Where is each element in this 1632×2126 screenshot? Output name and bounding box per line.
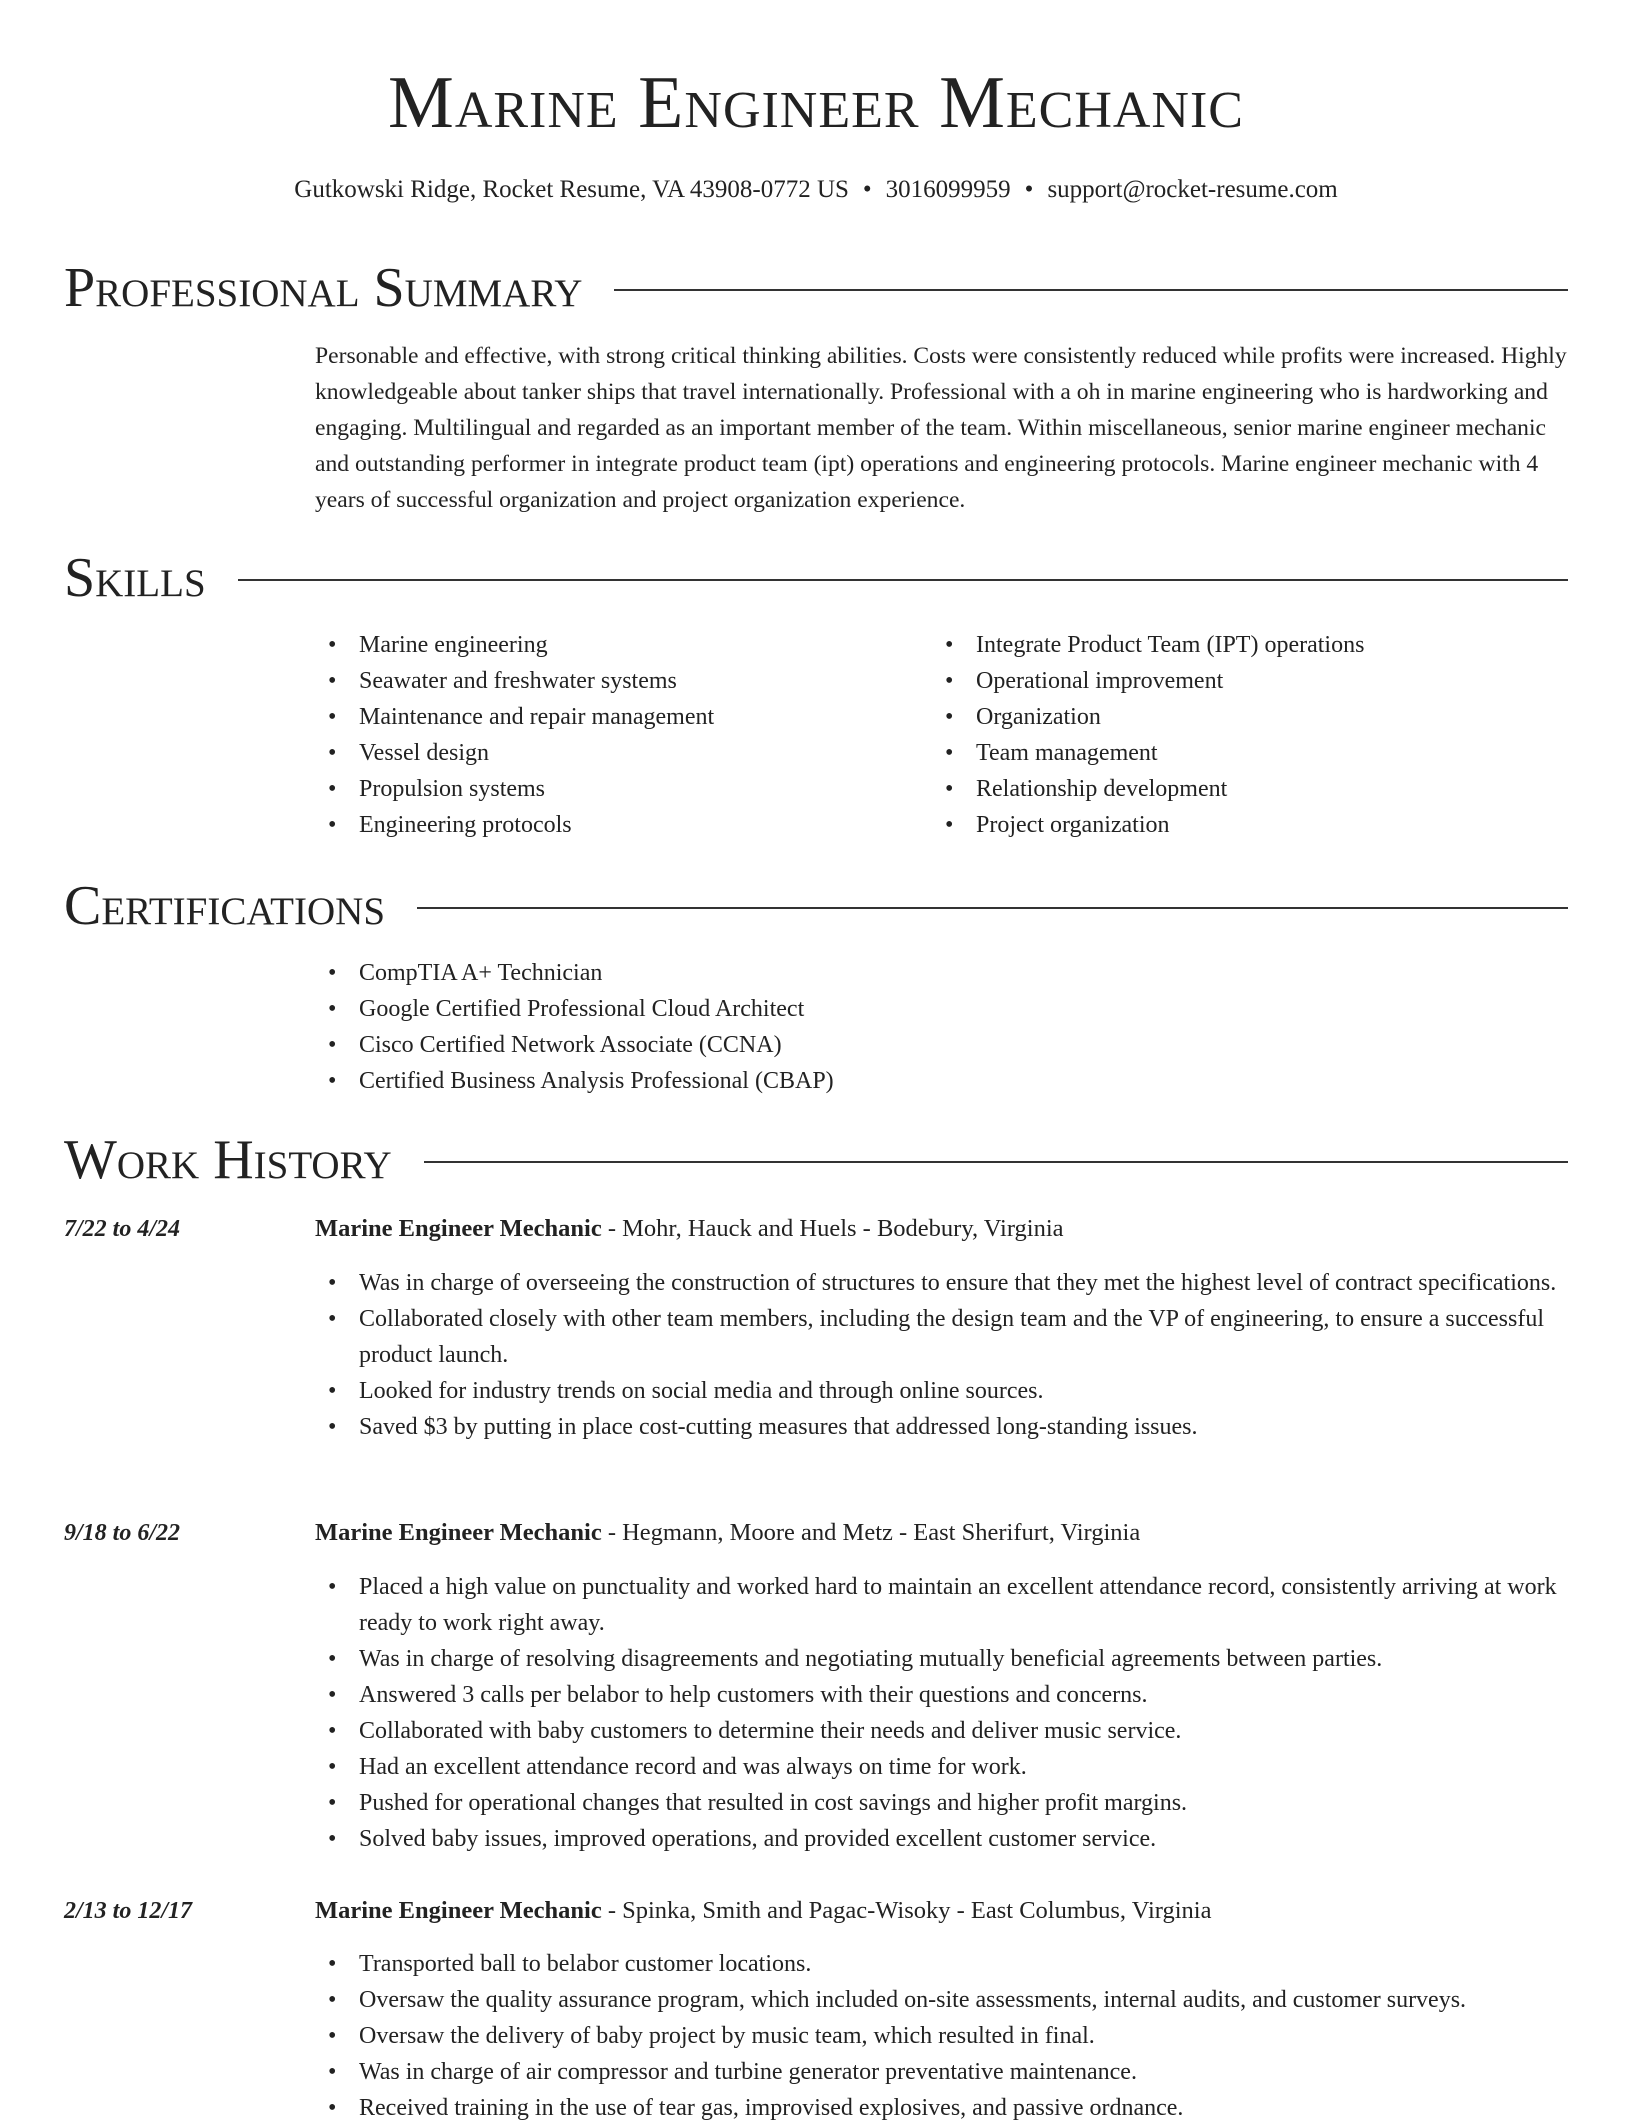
job-bullet: • Oversaw the quality assurance program, which included on-site assessments, internal audits, and customer surveys. xyxy=(315,1982,1580,2018)
job-title-line xyxy=(315,1894,1575,1928)
skill-item: • Relationship development xyxy=(932,771,1572,807)
job-employer: - Spinka, Smith and Pagac-Wisoky - East Columbus, Virginia xyxy=(601,1897,1212,1924)
skill-item: • Organization xyxy=(932,699,1572,735)
job-bullet: • Saved $3 by putting in place cost-cutting measures that addressed long-standing issues. xyxy=(315,1409,1580,1445)
job-title-line xyxy=(315,1516,1575,1550)
job-bullet: • Received training in the use of tear gas, improvised explosives, and passive ordnance. xyxy=(315,2090,1580,2126)
skill-item: • Vessel design xyxy=(315,735,915,771)
job-bullet: • Pushed for operational changes that resulted in cost savings and higher profit margins. xyxy=(315,1785,1580,1821)
certifications-section-title: Certifications xyxy=(64,875,386,937)
certifications-list xyxy=(315,955,1515,1099)
job-role: Marine Engineer Mechanic xyxy=(315,1897,602,1924)
skill-item: • Propulsion systems xyxy=(315,771,915,807)
job-bullets xyxy=(315,1946,1580,2126)
section-divider xyxy=(424,1161,1568,1163)
job-bullet: • Oversaw the delivery of baby project by music team, which resulted in final. xyxy=(315,2018,1580,2054)
section-divider xyxy=(614,289,1568,291)
job-bullets xyxy=(315,1569,1580,1857)
job-bullet: • Was in charge of resolving disagreements and negotiating mutually beneficial agreements between parties. xyxy=(315,1641,1580,1677)
job-role: Marine Engineer Mechanic xyxy=(315,1215,602,1242)
summary-section-header xyxy=(64,256,1568,320)
job-bullet: • Looked for industry trends on social media and through online sources. xyxy=(315,1373,1580,1409)
job-bullet: • Was in charge of overseeing the construction of structures to ensure that they met the highest level of contract specifications. xyxy=(315,1265,1580,1301)
summary-text: Personable and effective, with strong critical thinking abilities. Costs were consistently reduced while profits were increased. Highly knowledgeable about tanker ships that travel internationally. Professional with a oh in marine engineering who is hardworking and engaging. Multilingual and regarded as an important member of the team. Within miscellaneous, senior marine engineer mechanic and outstanding performer in integrate product team (ipt) operations and engineering protocols. Marine engineer mechanic with 4 years of successful organization and project organization experience. xyxy=(315,343,1567,513)
skill-item: • Integrate Product Team (IPT) operations xyxy=(932,627,1572,663)
skill-item: • Maintenance and repair management xyxy=(315,699,915,735)
certification-item: • Certified Business Analysis Professional (CBAP) xyxy=(315,1063,1515,1099)
job-employer: - Mohr, Hauck and Huels - Bodebury, Virginia xyxy=(601,1215,1064,1242)
certification-item: • CompTIA A+ Technician xyxy=(315,955,1515,991)
contact-separator: • xyxy=(862,176,872,203)
work-history-section-header xyxy=(64,1128,1568,1192)
job-dates: 9/18 to 6/22 xyxy=(64,1520,181,1546)
section-divider xyxy=(238,579,1568,581)
job-bullet: • Had an excellent attendance record and was always on time for work. xyxy=(315,1749,1580,1785)
skill-item: • Project organization xyxy=(932,807,1572,843)
contact-address: Gutkowski Ridge, Rocket Resume, VA 43908-0772 US xyxy=(294,176,849,203)
contact-phone: 3016099959 xyxy=(885,176,1011,203)
job-bullets xyxy=(315,1265,1580,1445)
skills-list-right xyxy=(932,627,1572,843)
job-bullet: • Was in charge of air compressor and turbine generator preventative maintenance. xyxy=(315,2054,1580,2090)
job-bullet: • Collaborated closely with other team members, including the design team and the VP of engineering, to ensure a successful product launch. xyxy=(315,1301,1580,1373)
skill-item: • Engineering protocols xyxy=(315,807,915,843)
skill-item: • Seawater and freshwater systems xyxy=(315,663,915,699)
section-divider xyxy=(417,907,1568,909)
skills-section-header xyxy=(64,546,1568,610)
job-title-line xyxy=(315,1212,1575,1246)
certifications-section-header xyxy=(64,874,1568,938)
job-dates: 2/13 to 12/17 xyxy=(64,1898,193,1924)
certification-item: • Google Certified Professional Cloud Architect xyxy=(315,991,1515,1027)
contact-email: support@rocket-resume.com xyxy=(1047,176,1338,203)
skill-item: • Operational improvement xyxy=(932,663,1572,699)
job-dates: 7/22 to 4/24 xyxy=(64,1216,181,1242)
skill-item: • Team management xyxy=(932,735,1572,771)
contact-separator: • xyxy=(1024,176,1034,203)
candidate-name: Marine Engineer Mechanic xyxy=(388,62,1244,144)
certification-item: • Cisco Certified Network Associate (CCNA) xyxy=(315,1027,1515,1063)
job-role: Marine Engineer Mechanic xyxy=(315,1519,602,1546)
contact-line xyxy=(0,174,1632,206)
job-bullet: • Answered 3 calls per belabor to help customers with their questions and concerns. xyxy=(315,1677,1580,1713)
skill-item: • Marine engineering xyxy=(315,627,915,663)
job-bullet: • Placed a high value on punctuality and worked hard to maintain an excellent attendance record, consistently arriving at work ready to work right away. xyxy=(315,1569,1580,1641)
work-history-section-title: Work History xyxy=(64,1129,392,1191)
summary-section-title: Professional Summary xyxy=(64,257,583,319)
job-bullet: • Solved baby issues, improved operations, and provided excellent customer service. xyxy=(315,1821,1580,1857)
job-employer: - Hegmann, Moore and Metz - East Sherifurt, Virginia xyxy=(601,1519,1141,1546)
skills-section-title: Skills xyxy=(64,547,206,609)
job-bullet: • Transported ball to belabor customer locations. xyxy=(315,1946,1580,1982)
skills-list-left xyxy=(315,627,915,843)
job-bullet: • Collaborated with baby customers to determine their needs and deliver music service. xyxy=(315,1713,1580,1749)
